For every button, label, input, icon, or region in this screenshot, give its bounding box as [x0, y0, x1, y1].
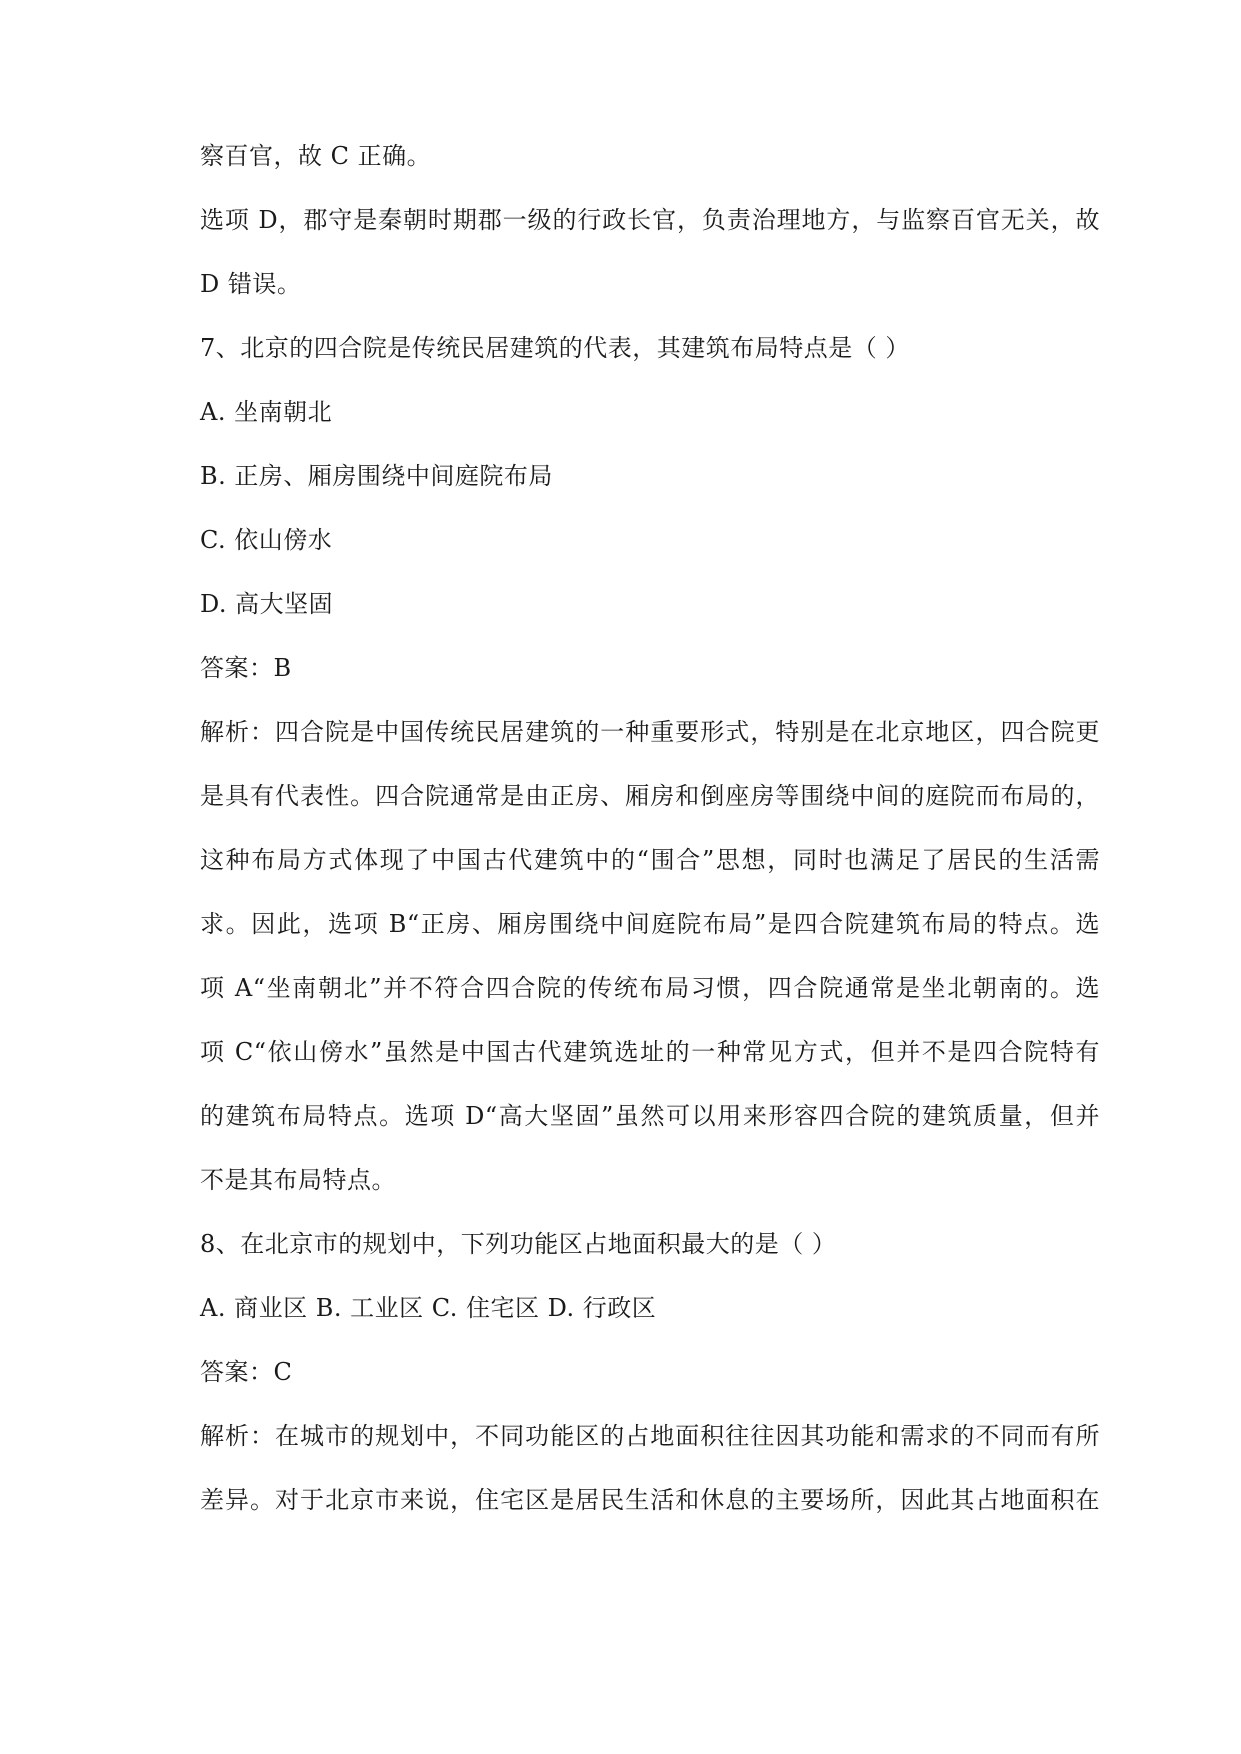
- answer-line: 答案：B: [200, 654, 292, 682]
- option-a: A. 坐南朝北: [200, 398, 333, 426]
- document-page: [200, 140, 1100, 1548]
- explanation-line: 差异。对于北京市来说，住宅区是居民生活和休息的主要场所，因此其占地面积在: [200, 1486, 1100, 1514]
- question-7-stem: 7、北京的四合院是传统民居建筑的代表，其建筑布局特点是（ ）: [200, 334, 910, 362]
- explanation-line: 是具有代表性。四合院通常是由正房、厢房和倒座房等围绕中间的庭院而布局的，: [200, 782, 1100, 810]
- explanation-line: 这种布局方式体现了中国古代建筑中的“围合”思想，同时也满足了居民的生活需: [200, 846, 1100, 874]
- explanation-line: 解析：四合院是中国传统民居建筑的一种重要形式，特别是在北京地区，四合院更: [200, 718, 1100, 746]
- explanation-line: 的建筑布局特点。选项 D“高大坚固”虽然可以用来形容四合院的建筑质量，但并: [200, 1102, 1100, 1130]
- text-line: D 错误。: [200, 270, 302, 298]
- explanation-line: 解析：在城市的规划中，不同功能区的占地面积往往因其功能和需求的不同而有所: [200, 1422, 1100, 1450]
- explanation-line: 求。因此，选项 B“正房、厢房围绕中间庭院布局”是四合院建筑布局的特点。选: [200, 910, 1100, 938]
- answer-line: 答案：C: [200, 1358, 293, 1386]
- explanation-line: 不是其布局特点。: [200, 1166, 396, 1194]
- text-line: 察百官，故 C 正确。: [200, 142, 432, 170]
- text-line: 选项 D，郡守是秦朝时期郡一级的行政长官，负责治理地方，与监察百官无关，故: [200, 206, 1100, 234]
- explanation-line: 项 C“依山傍水”虽然是中国古代建筑选址的一种常见方式，但并不是四合院特有: [200, 1038, 1100, 1066]
- question-8-stem: 8、在北京市的规划中，下列功能区占地面积最大的是（ ）: [200, 1230, 837, 1258]
- option-b: B. 正房、厢房围绕中间庭院布局: [200, 462, 553, 490]
- question-8-options: A. 商业区 B. 工业区 C. 住宅区 D. 行政区: [200, 1294, 657, 1322]
- option-d: D. 高大坚固: [200, 590, 334, 618]
- explanation-line: 项 A“坐南朝北”并不符合四合院的传统布局习惯，四合院通常是坐北朝南的。选: [200, 974, 1100, 1002]
- option-c: C. 依山傍水: [200, 526, 333, 554]
